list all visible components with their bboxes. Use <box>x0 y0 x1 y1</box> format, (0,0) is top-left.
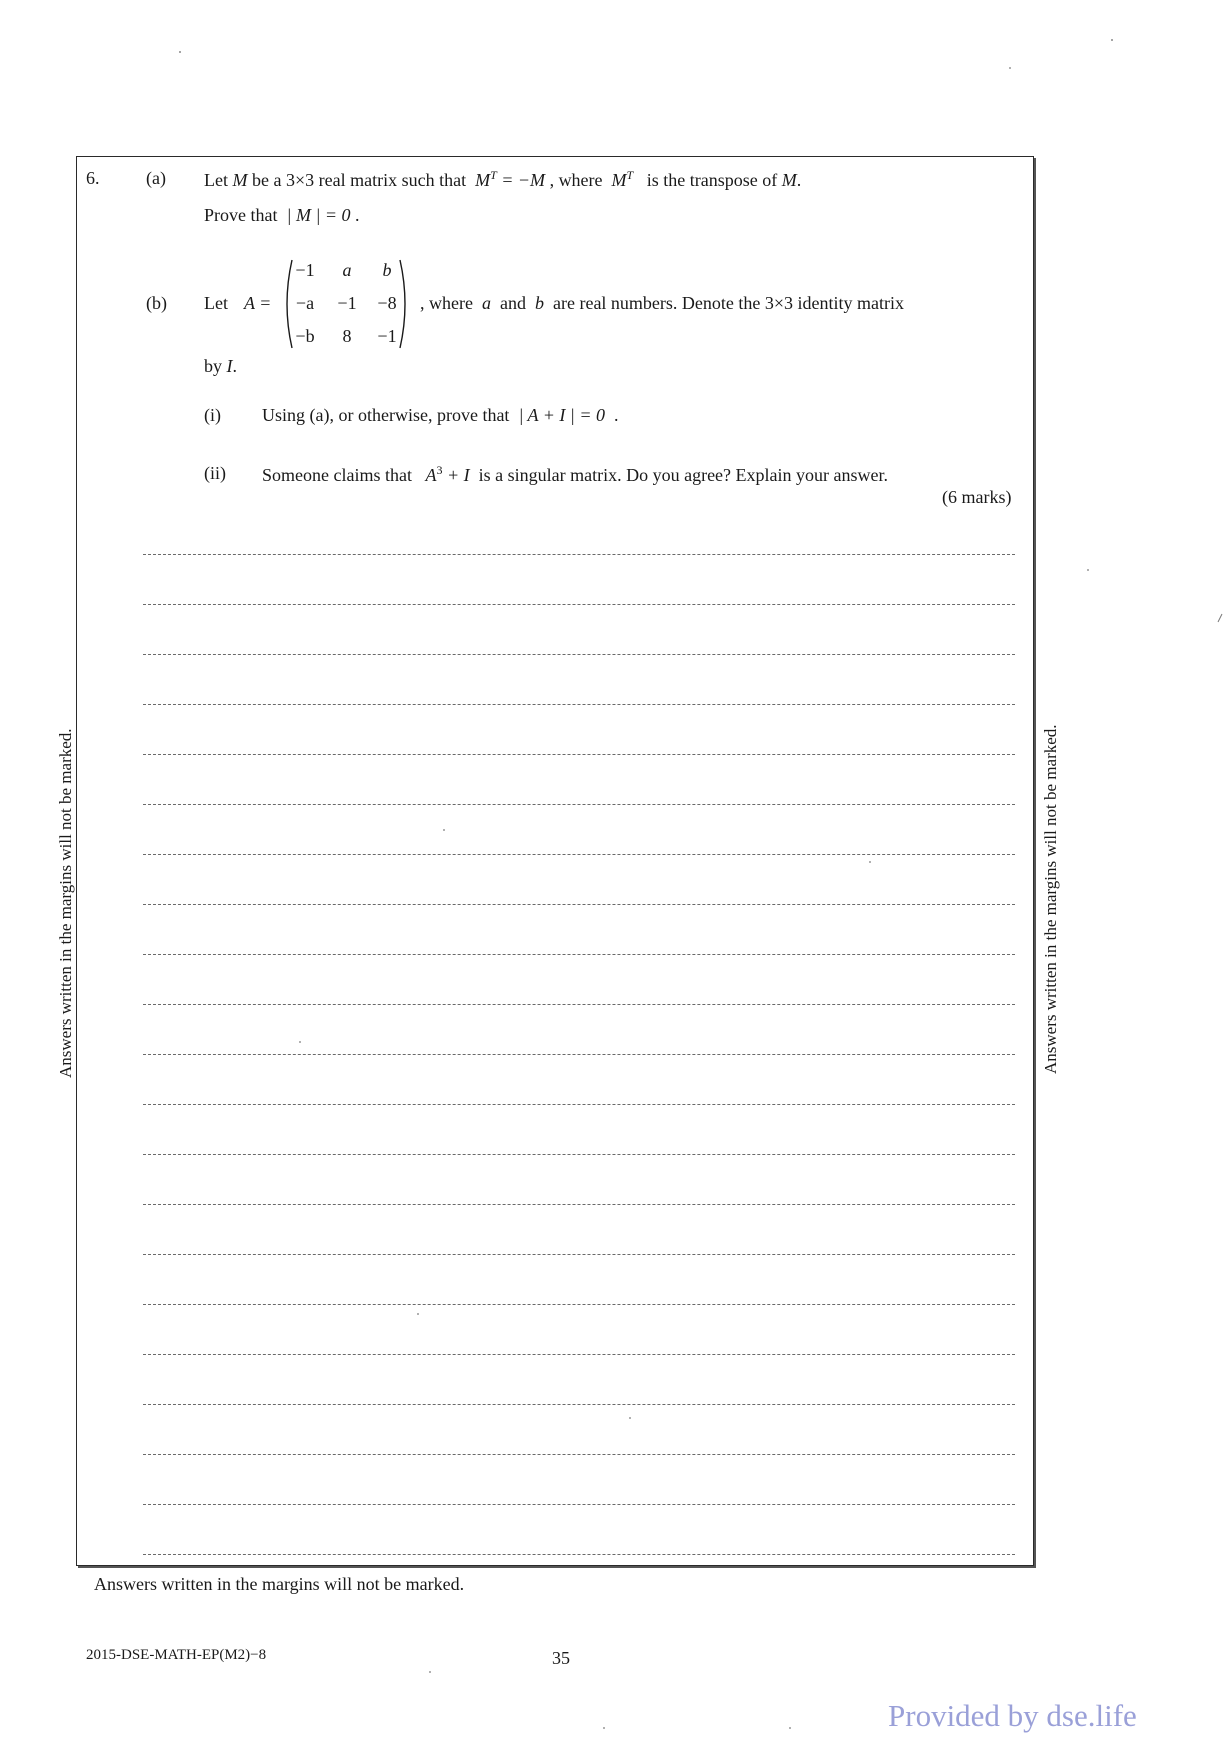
matrix-cell: −8 <box>377 293 397 313</box>
part-a-label: (a) <box>146 168 166 188</box>
part-b-label: (b) <box>146 293 167 313</box>
matrix-cell: −1 <box>377 326 397 346</box>
right-margin-note: Answers written in the margins will not be marked. <box>1041 724 1060 1074</box>
part-b-line-1: , where a and b are real numbers. Denote the 3×3 identity matrix <box>420 293 905 313</box>
part-a-line-2: Prove that | M | = 0 . <box>204 205 360 225</box>
matrix-A-label: A = <box>244 293 272 313</box>
page-number: 35 <box>552 1648 570 1668</box>
question-number: 6. <box>86 168 100 188</box>
matrix-cell: −b <box>295 326 315 346</box>
sub-i-text: Using (a), or otherwise, prove that | A + I | = 0 . <box>262 405 619 425</box>
matrix-cell: −a <box>295 293 315 313</box>
sub-i-label: (i) <box>204 405 221 425</box>
matrix-cell: 8 <box>342 326 352 346</box>
part-b-let: Let <box>204 293 228 313</box>
sub-ii-text: Someone claims that $A^3 + I$ is a singular matrix. Do you agree? Explain your answer. <box>262 463 888 485</box>
matrix-cell: b <box>382 260 392 280</box>
matrix-cell: −1 <box>337 293 357 313</box>
part-b-line-2: by I. <box>204 356 237 376</box>
matrix-cell: a <box>342 260 352 280</box>
sub-ii-label: (ii) <box>204 463 226 483</box>
watermark: Provided by dse.life <box>888 1698 1137 1733</box>
left-margin-note: Answers written in the margins will not be marked. <box>56 728 75 1078</box>
matrix-cell: −1 <box>295 260 315 280</box>
part-a-line-1: Let M be a 3×3 real matrix such that $M^T = -M$ , where $M^T$ is the transpose of M. <box>204 168 802 190</box>
marks-label: (6 marks) <box>942 487 1012 507</box>
footer-note: Answers written in the margins will not be marked. <box>94 1574 465 1594</box>
paper-code: 2015-DSE-MATH-EP(M2)−8 <box>86 1647 267 1663</box>
